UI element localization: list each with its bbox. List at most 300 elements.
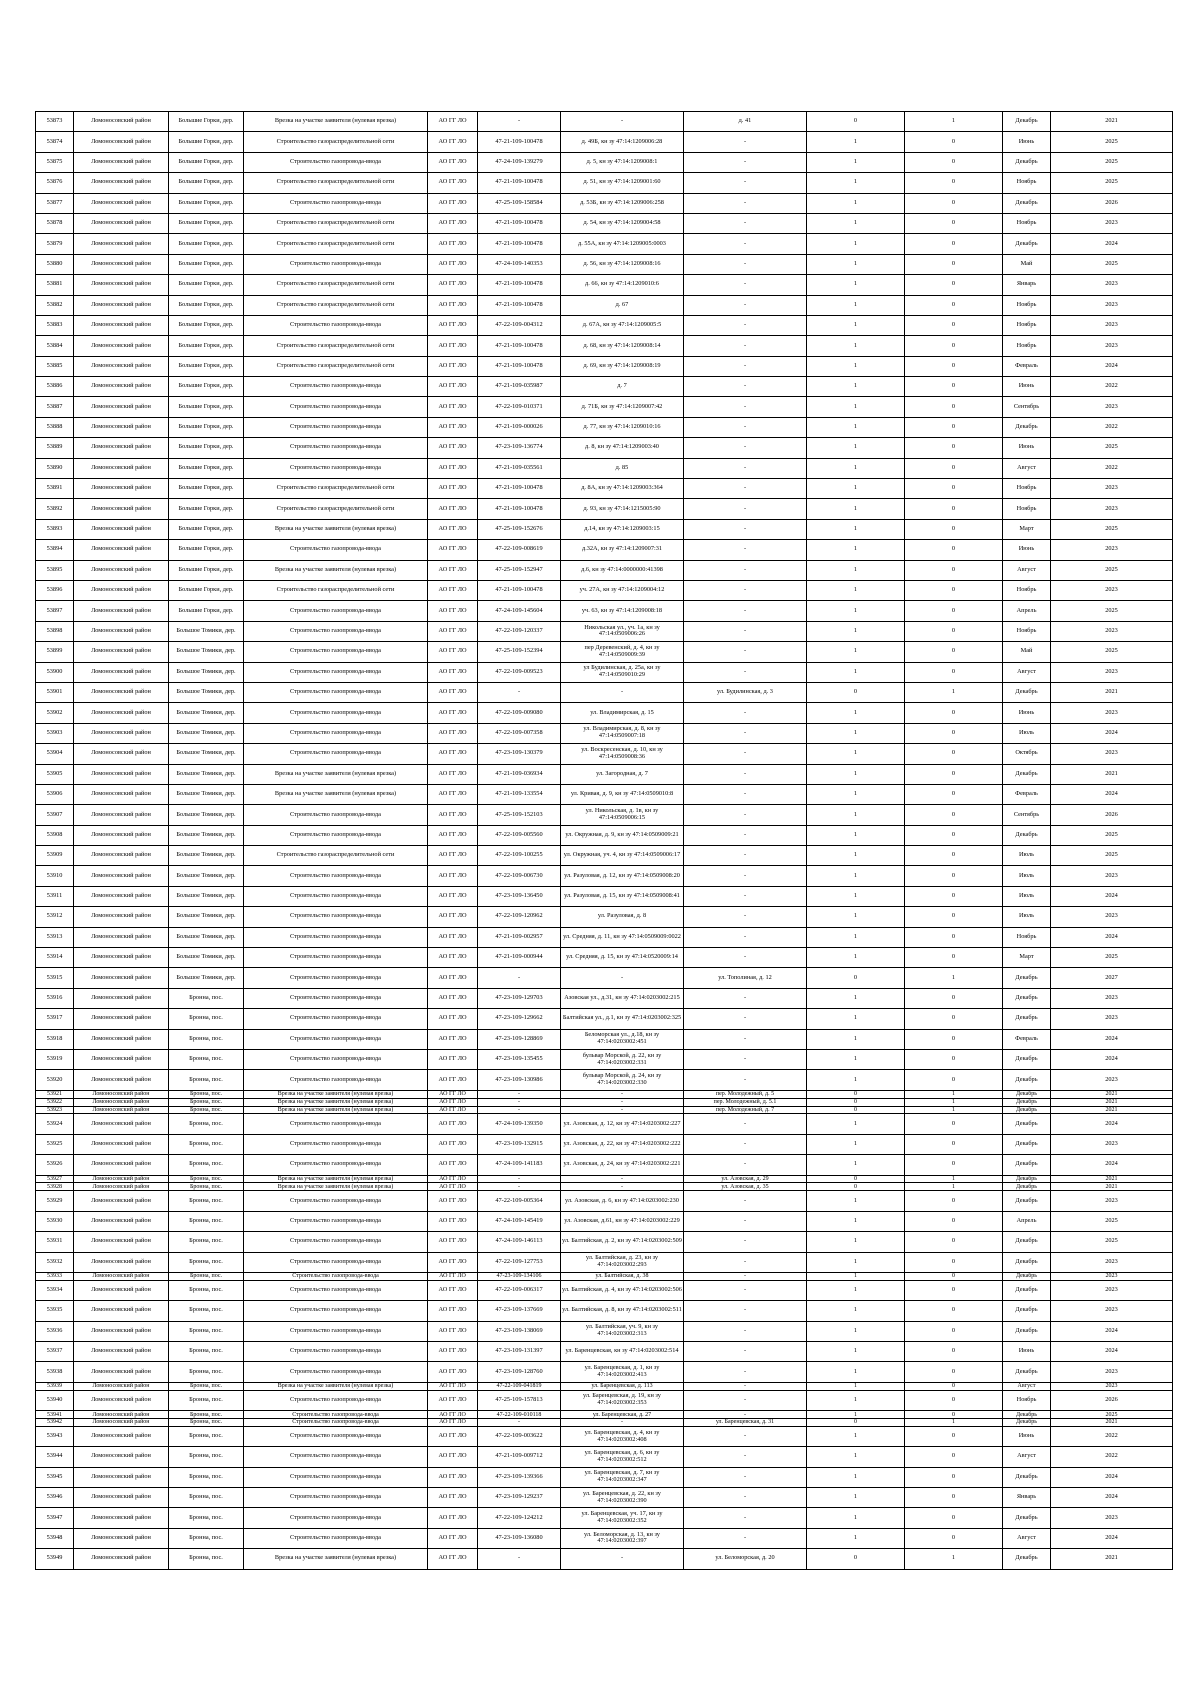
cell-application-number: 47-23-109-128869 (478, 1029, 561, 1049)
cell-address-cadastral: - (561, 1418, 684, 1426)
cell-month: Июль (1003, 886, 1051, 906)
cell-address-cadastral: ул. Кривая, д. 9, кн зу 47:14:0509010:8 (561, 784, 684, 804)
table-row (36, 519, 1173, 539)
cell-year: 2021 (1051, 1175, 1173, 1183)
cell-work-type: Строительство газопровода-ввода (244, 1191, 428, 1211)
cell-count-a: 1 (807, 703, 905, 723)
cell-row-number: 53886 (36, 377, 74, 397)
cell-year: 2023 (1051, 988, 1173, 1008)
cell-row-number: 53947 (36, 1508, 74, 1528)
cell-row-number: 53939 (36, 1382, 74, 1390)
cell-month: Август (1003, 1528, 1051, 1548)
table-row (36, 417, 1173, 437)
table-row (36, 315, 1173, 335)
cell-application-number: 47-23-109-134106 (478, 1272, 561, 1280)
cell-settlement: Большое Томики, дер. (169, 866, 244, 886)
cell-address: - (684, 193, 807, 213)
table-row (36, 1090, 1173, 1098)
cell-count-b: 0 (905, 1155, 1003, 1175)
cell-address-cadastral: - (561, 1098, 684, 1106)
cell-work-type: Строительство газопровода-ввода (244, 1211, 428, 1231)
cell-district: Ломоносовский район (74, 927, 169, 947)
cell-month: Декабрь (1003, 152, 1051, 172)
cell-month: Декабрь (1003, 193, 1051, 213)
cell-work-type: Строительство газопровода-ввода (244, 642, 428, 662)
cell-count-a: 1 (807, 1390, 905, 1410)
cell-row-number: 53912 (36, 907, 74, 927)
cell-work-type: Строительство газораспределительной сети (244, 846, 428, 866)
cell-work-type: Врезка на участке заявителя (нулевая врезка) (244, 784, 428, 804)
cell-work-type: Строительство газопровода-ввода (244, 1009, 428, 1029)
cell-district: Ломоносовский район (74, 744, 169, 764)
cell-address: - (684, 1508, 807, 1528)
cell-address: ул. Азовская, д. 29 (684, 1175, 807, 1183)
cell-count-a: 1 (807, 1009, 905, 1029)
table-row (36, 1321, 1173, 1341)
cell-count-a: 1 (807, 1280, 905, 1300)
table-row (36, 1390, 1173, 1410)
cell-year: 2021 (1051, 682, 1173, 702)
cell-month: Ноябрь (1003, 173, 1051, 193)
cell-address: - (684, 132, 807, 152)
cell-settlement: Большое Томики, дер. (169, 682, 244, 702)
table-row (36, 805, 1173, 825)
cell-settlement: Большое Томики, дер. (169, 927, 244, 947)
cell-address-cadastral: ул. Владимирская, д. 15 (561, 703, 684, 723)
cell-count-b: 0 (905, 621, 1003, 641)
cell-address-cadastral: д. 56, кн зу 47:14:1209008:16 (561, 254, 684, 274)
cell-row-number: 53935 (36, 1301, 74, 1321)
cell-count-a: 0 (807, 968, 905, 988)
cell-address: - (684, 275, 807, 295)
cell-organization: АО ГГ ЛО (428, 662, 478, 682)
cell-address: - (684, 1467, 807, 1487)
cell-work-type: Строительство газопровода-ввода (244, 968, 428, 988)
cell-organization: АО ГГ ЛО (428, 295, 478, 315)
cell-work-type: Строительство газопровода-ввода (244, 1447, 428, 1467)
cell-work-type: Строительство газопровода-ввода (244, 703, 428, 723)
cell-year: 2023 (1051, 1191, 1173, 1211)
cell-count-a: 1 (807, 173, 905, 193)
cell-application-number: 47-21-109-100478 (478, 234, 561, 254)
cell-organization: АО ГГ ЛО (428, 1426, 478, 1446)
cell-district: Ломоносовский район (74, 1342, 169, 1362)
cell-count-a: 1 (807, 254, 905, 274)
cell-row-number: 53918 (36, 1029, 74, 1049)
cell-row-number: 53931 (36, 1232, 74, 1252)
table-row (36, 580, 1173, 600)
cell-count-b: 0 (905, 1411, 1003, 1419)
cell-settlement: Бронна, пос. (169, 1280, 244, 1300)
cell-address-cadastral: ул. Азовская, д. 22, кн зу 47:14:0203002:222 (561, 1134, 684, 1154)
cell-year: 2022 (1051, 377, 1173, 397)
cell-work-type: Врезка на участке заявителя (нулевая врезка) (244, 1106, 428, 1114)
cell-year: 2024 (1051, 1467, 1173, 1487)
cell-district: Ломоносовский район (74, 438, 169, 458)
cell-district: Ломоносовский район (74, 1426, 169, 1446)
cell-application-number: 47-21-109-035561 (478, 458, 561, 478)
cell-work-type: Строительство газораспределительной сети (244, 499, 428, 519)
cell-district: Ломоносовский район (74, 1488, 169, 1508)
cell-address-cadastral: д. 55А, кн зу 47:14:1209005:0003 (561, 234, 684, 254)
table-row (36, 1211, 1173, 1231)
cell-application-number: 47-21-109-100478 (478, 479, 561, 499)
cell-count-b: 1 (905, 112, 1003, 132)
cell-organization: АО ГГ ЛО (428, 234, 478, 254)
cell-work-type: Строительство газопровода-ввода (244, 1155, 428, 1175)
cell-count-a: 1 (807, 1508, 905, 1528)
cell-district: Ломоносовский район (74, 1280, 169, 1300)
cell-application-number: 47-24-109-140353 (478, 254, 561, 274)
cell-organization: АО ГГ ЛО (428, 397, 478, 417)
cell-row-number: 53943 (36, 1426, 74, 1446)
cell-organization: АО ГГ ЛО (428, 1009, 478, 1029)
cell-settlement: Большое Томики, дер. (169, 886, 244, 906)
cell-district: Ломоносовский район (74, 295, 169, 315)
cell-year: 2025 (1051, 1232, 1173, 1252)
cell-organization: АО ГГ ЛО (428, 1070, 478, 1090)
cell-work-type: Врезка на участке заявителя (нулевая врезка) (244, 1183, 428, 1191)
cell-count-a: 1 (807, 1362, 905, 1382)
cell-application-number: 47-23-109-130986 (478, 1070, 561, 1090)
cell-district: Ломоносовский район (74, 417, 169, 437)
cell-settlement: Бронна, пос. (169, 1411, 244, 1419)
cell-district: Ломоносовский район (74, 112, 169, 132)
cell-address-cadastral: д. 51, кн зу 47:14:1209001:60 (561, 173, 684, 193)
cell-district: Ломоносовский район (74, 1049, 169, 1069)
cell-work-type: Врезка на участке заявителя (нулевая врезка) (244, 1549, 428, 1569)
cell-count-a: 1 (807, 1155, 905, 1175)
cell-settlement: Бронна, пос. (169, 1155, 244, 1175)
cell-application-number: 47-22-109-003622 (478, 1426, 561, 1446)
cell-count-a: 1 (807, 1211, 905, 1231)
cell-settlement: Большое Томики, дер. (169, 805, 244, 825)
cell-application-number: 47-25-109-152676 (478, 519, 561, 539)
cell-row-number: 53927 (36, 1175, 74, 1183)
cell-row-number: 53880 (36, 254, 74, 274)
cell-count-a: 1 (807, 1447, 905, 1467)
cell-district: Ломоносовский район (74, 1508, 169, 1528)
cell-organization: АО ГГ ЛО (428, 1211, 478, 1231)
cell-settlement: Бронна, пос. (169, 1183, 244, 1191)
cell-count-a: 1 (807, 1049, 905, 1069)
cell-month: Декабрь (1003, 1114, 1051, 1134)
cell-application-number: 47-21-109-100478 (478, 173, 561, 193)
cell-settlement: Большие Горки, дер. (169, 479, 244, 499)
cell-month: Апрель (1003, 1211, 1051, 1231)
cell-month: Декабрь (1003, 1090, 1051, 1098)
cell-address: - (684, 662, 807, 682)
cell-count-a: 1 (807, 356, 905, 376)
cell-count-b: 1 (905, 1183, 1003, 1191)
cell-year: 2023 (1051, 336, 1173, 356)
cell-address: - (684, 988, 807, 1008)
cell-count-a: 0 (807, 1098, 905, 1106)
cell-count-b: 1 (905, 1098, 1003, 1106)
cell-count-b: 0 (905, 1426, 1003, 1446)
cell-district: Ломоносовский район (74, 1362, 169, 1382)
cell-settlement: Большие Горки, дер. (169, 213, 244, 233)
cell-count-b: 0 (905, 275, 1003, 295)
cell-month: Август (1003, 662, 1051, 682)
table-row (36, 642, 1173, 662)
cell-count-b: 0 (905, 499, 1003, 519)
cell-work-type: Врезка на участке заявителя (нулевая врезка) (244, 1090, 428, 1098)
cell-settlement: Бронна, пос. (169, 1009, 244, 1029)
cell-row-number: 53936 (36, 1321, 74, 1341)
cell-address: - (684, 1155, 807, 1175)
cell-organization: АО ГГ ЛО (428, 417, 478, 437)
table-row (36, 356, 1173, 376)
cell-work-type: Строительство газопровода-ввода (244, 417, 428, 437)
cell-count-b: 0 (905, 927, 1003, 947)
cell-year: 2023 (1051, 1070, 1173, 1090)
cell-work-type: Строительство газопровода-ввода (244, 254, 428, 274)
cell-count-a: 1 (807, 132, 905, 152)
cell-address: - (684, 1029, 807, 1049)
table-row (36, 112, 1173, 132)
table-row (36, 886, 1173, 906)
cell-work-type: Врезка на участке заявителя (нулевая врезка) (244, 764, 428, 784)
table-row (36, 1418, 1173, 1426)
cell-address-cadastral: д. 8, кн зу 47:14:1209003:40 (561, 438, 684, 458)
cell-address: - (684, 1362, 807, 1382)
cell-count-b: 0 (905, 1508, 1003, 1528)
cell-organization: АО ГГ ЛО (428, 1390, 478, 1410)
cell-row-number: 53901 (36, 682, 74, 702)
cell-count-b: 0 (905, 1488, 1003, 1508)
cell-year: 2024 (1051, 234, 1173, 254)
cell-district: Ломоносовский район (74, 1447, 169, 1467)
cell-application-number: 47-22-109-008619 (478, 540, 561, 560)
cell-settlement: Бронна, пос. (169, 1390, 244, 1410)
cell-organization: АО ГГ ЛО (428, 682, 478, 702)
cell-month: Декабрь (1003, 825, 1051, 845)
cell-count-b: 0 (905, 907, 1003, 927)
cell-month: Февраль (1003, 784, 1051, 804)
cell-count-b: 0 (905, 1252, 1003, 1272)
table-row (36, 438, 1173, 458)
cell-organization: АО ГГ ЛО (428, 1301, 478, 1321)
cell-address-cadastral: - (561, 1090, 684, 1098)
cell-row-number: 53884 (36, 336, 74, 356)
cell-month: Январь (1003, 1488, 1051, 1508)
cell-address: пер. Молодежный, д. 5.1 (684, 1098, 807, 1106)
cell-address: - (684, 315, 807, 335)
cell-address: - (684, 356, 807, 376)
cell-district: Ломоносовский район (74, 784, 169, 804)
cell-settlement: Большое Томики, дер. (169, 825, 244, 845)
cell-district: Ломоносовский район (74, 723, 169, 743)
table-row (36, 825, 1173, 845)
cell-month: Декабрь (1003, 1549, 1051, 1569)
cell-address: - (684, 152, 807, 172)
cell-district: Ломоносовский район (74, 601, 169, 621)
cell-month: Декабрь (1003, 1508, 1051, 1528)
cell-address-cadastral: ул. Азовская, д. 6, кн зу 47:14:0203002:230 (561, 1191, 684, 1211)
cell-address-cadastral: ул. Азовская, д. 12, кн зу 47:14:0203002:227 (561, 1114, 684, 1134)
cell-row-number: 53892 (36, 499, 74, 519)
cell-count-a: 1 (807, 1134, 905, 1154)
cell-address: - (684, 927, 807, 947)
cell-settlement: Большие Горки, дер. (169, 295, 244, 315)
cell-count-b: 0 (905, 377, 1003, 397)
table-row (36, 295, 1173, 315)
cell-year: 2026 (1051, 1390, 1173, 1410)
table-row (36, 682, 1173, 702)
table-row (36, 1426, 1173, 1446)
cell-application-number: 47-23-109-128760 (478, 1362, 561, 1382)
cell-count-a: 1 (807, 397, 905, 417)
cell-count-a: 0 (807, 1549, 905, 1569)
cell-month: Декабрь (1003, 968, 1051, 988)
cell-count-a: 1 (807, 1382, 905, 1390)
cell-settlement: Большое Томики, дер. (169, 703, 244, 723)
cell-organization: АО ГГ ЛО (428, 1090, 478, 1098)
cell-count-b: 0 (905, 1070, 1003, 1090)
cell-year: 2025 (1051, 1411, 1173, 1419)
cell-row-number: 53882 (36, 295, 74, 315)
cell-application-number: 47-21-109-000026 (478, 417, 561, 437)
cell-month: Март (1003, 948, 1051, 968)
cell-address: - (684, 560, 807, 580)
cell-application-number: 47-22-109-005560 (478, 825, 561, 845)
cell-address-cadastral: д. 77, кн зу 47:14:1209010:16 (561, 417, 684, 437)
cell-count-a: 1 (807, 1232, 905, 1252)
cell-address-cadastral: ул. Разуловая, д. 15, кн зу 47:14:0509008:41 (561, 886, 684, 906)
cell-count-a: 1 (807, 417, 905, 437)
cell-application-number: 47-21-109-100478 (478, 356, 561, 376)
cell-district: Ломоносовский район (74, 254, 169, 274)
cell-district: Ломоносовский район (74, 234, 169, 254)
cell-settlement: Большие Горки, дер. (169, 601, 244, 621)
table-row (36, 173, 1173, 193)
cell-row-number: 53879 (36, 234, 74, 254)
cell-application-number: 47-25-109-157813 (478, 1390, 561, 1410)
cell-application-number: - (478, 1106, 561, 1114)
cell-organization: АО ГГ ЛО (428, 1418, 478, 1426)
cell-settlement: Большое Томики, дер. (169, 784, 244, 804)
cell-row-number: 53894 (36, 540, 74, 560)
cell-month: Ноябрь (1003, 315, 1051, 335)
cell-count-b: 0 (905, 1280, 1003, 1300)
cell-count-b: 0 (905, 458, 1003, 478)
cell-organization: АО ГГ ЛО (428, 1114, 478, 1134)
cell-month: Декабрь (1003, 682, 1051, 702)
cell-work-type: Строительство газопровода-ввода (244, 682, 428, 702)
cell-address-cadastral: ул. Разуловая, д. 8 (561, 907, 684, 927)
table-row (36, 866, 1173, 886)
cell-year: 2024 (1051, 1155, 1173, 1175)
cell-work-type: Строительство газопровода-ввода (244, 193, 428, 213)
cell-count-b: 0 (905, 417, 1003, 437)
cell-count-a: 1 (807, 295, 905, 315)
cell-work-type: Строительство газопровода-ввода (244, 1418, 428, 1426)
cell-row-number: 53883 (36, 315, 74, 335)
table-row (36, 927, 1173, 947)
cell-work-type: Строительство газопровода-ввода (244, 805, 428, 825)
cell-row-number: 53911 (36, 886, 74, 906)
cell-count-b: 0 (905, 438, 1003, 458)
cell-work-type: Строительство газопровода-ввода (244, 1342, 428, 1362)
cell-row-number: 53942 (36, 1418, 74, 1426)
table-row (36, 234, 1173, 254)
cell-application-number: - (478, 1090, 561, 1098)
cell-address-cadastral: ул. Никольская, д. 1в, кн зу 47:14:0509006:15 (561, 805, 684, 825)
cell-year: 2027 (1051, 968, 1173, 988)
cell-settlement: Большое Томики, дер. (169, 642, 244, 662)
cell-work-type: Строительство газораспределительной сети (244, 275, 428, 295)
cell-count-b: 0 (905, 1321, 1003, 1341)
cell-district: Ломоносовский район (74, 499, 169, 519)
cell-row-number: 53926 (36, 1155, 74, 1175)
cell-work-type: Строительство газораспределительной сети (244, 295, 428, 315)
cell-district: Ломоносовский район (74, 275, 169, 295)
cell-year: 2023 (1051, 744, 1173, 764)
cell-settlement: Бронна, пос. (169, 1191, 244, 1211)
cell-count-a: 1 (807, 234, 905, 254)
cell-work-type: Строительство газораспределительной сети (244, 173, 428, 193)
cell-district: Ломоносовский район (74, 1390, 169, 1410)
cell-organization: АО ГГ ЛО (428, 132, 478, 152)
cell-count-b: 0 (905, 336, 1003, 356)
cell-count-a: 1 (807, 1488, 905, 1508)
cell-row-number: 53885 (36, 356, 74, 376)
cell-count-a: 1 (807, 723, 905, 743)
cell-year: 2023 (1051, 907, 1173, 927)
cell-row-number: 53940 (36, 1390, 74, 1410)
cell-organization: АО ГГ ЛО (428, 1191, 478, 1211)
cell-work-type: Строительство газораспределительной сети (244, 132, 428, 152)
cell-organization: АО ГГ ЛО (428, 723, 478, 743)
cell-address-cadastral: ул. Баренцевская, д. 1, кн зу 47:14:0203002:413 (561, 1362, 684, 1382)
cell-month: Март (1003, 519, 1051, 539)
cell-count-a: 1 (807, 621, 905, 641)
cell-district: Ломоносовский район (74, 1070, 169, 1090)
cell-organization: АО ГГ ЛО (428, 336, 478, 356)
cell-organization: АО ГГ ЛО (428, 886, 478, 906)
cell-application-number: 47-22-109-009080 (478, 703, 561, 723)
cell-count-b: 0 (905, 295, 1003, 315)
table-row (36, 1049, 1173, 1069)
cell-year: 2023 (1051, 1382, 1173, 1390)
cell-row-number: 53928 (36, 1183, 74, 1191)
cell-address-cadastral: д. 93, кн зу 47:14:1215005:90 (561, 499, 684, 519)
cell-year: 2023 (1051, 866, 1173, 886)
table-row (36, 1232, 1173, 1252)
cell-work-type: Врезка на участке заявителя (нулевая врезка) (244, 560, 428, 580)
cell-row-number: 53875 (36, 152, 74, 172)
cell-year: 2025 (1051, 948, 1173, 968)
cell-work-type: Строительство газопровода-ввода (244, 1252, 428, 1272)
cell-count-b: 0 (905, 1191, 1003, 1211)
table-row (36, 1106, 1173, 1114)
cell-address: - (684, 1321, 807, 1341)
cell-organization: АО ГГ ЛО (428, 580, 478, 600)
cell-row-number: 53923 (36, 1106, 74, 1114)
cell-row-number: 53934 (36, 1280, 74, 1300)
cell-row-number: 53929 (36, 1191, 74, 1211)
cell-count-b: 0 (905, 254, 1003, 274)
cell-address: - (684, 1134, 807, 1154)
cell-address: - (684, 948, 807, 968)
cell-settlement: Бронна, пос. (169, 1070, 244, 1090)
cell-count-b: 0 (905, 948, 1003, 968)
cell-organization: АО ГГ ЛО (428, 112, 478, 132)
cell-district: Ломоносовский район (74, 1549, 169, 1569)
cell-application-number: 47-21-109-036934 (478, 764, 561, 784)
cell-row-number: 53895 (36, 560, 74, 580)
